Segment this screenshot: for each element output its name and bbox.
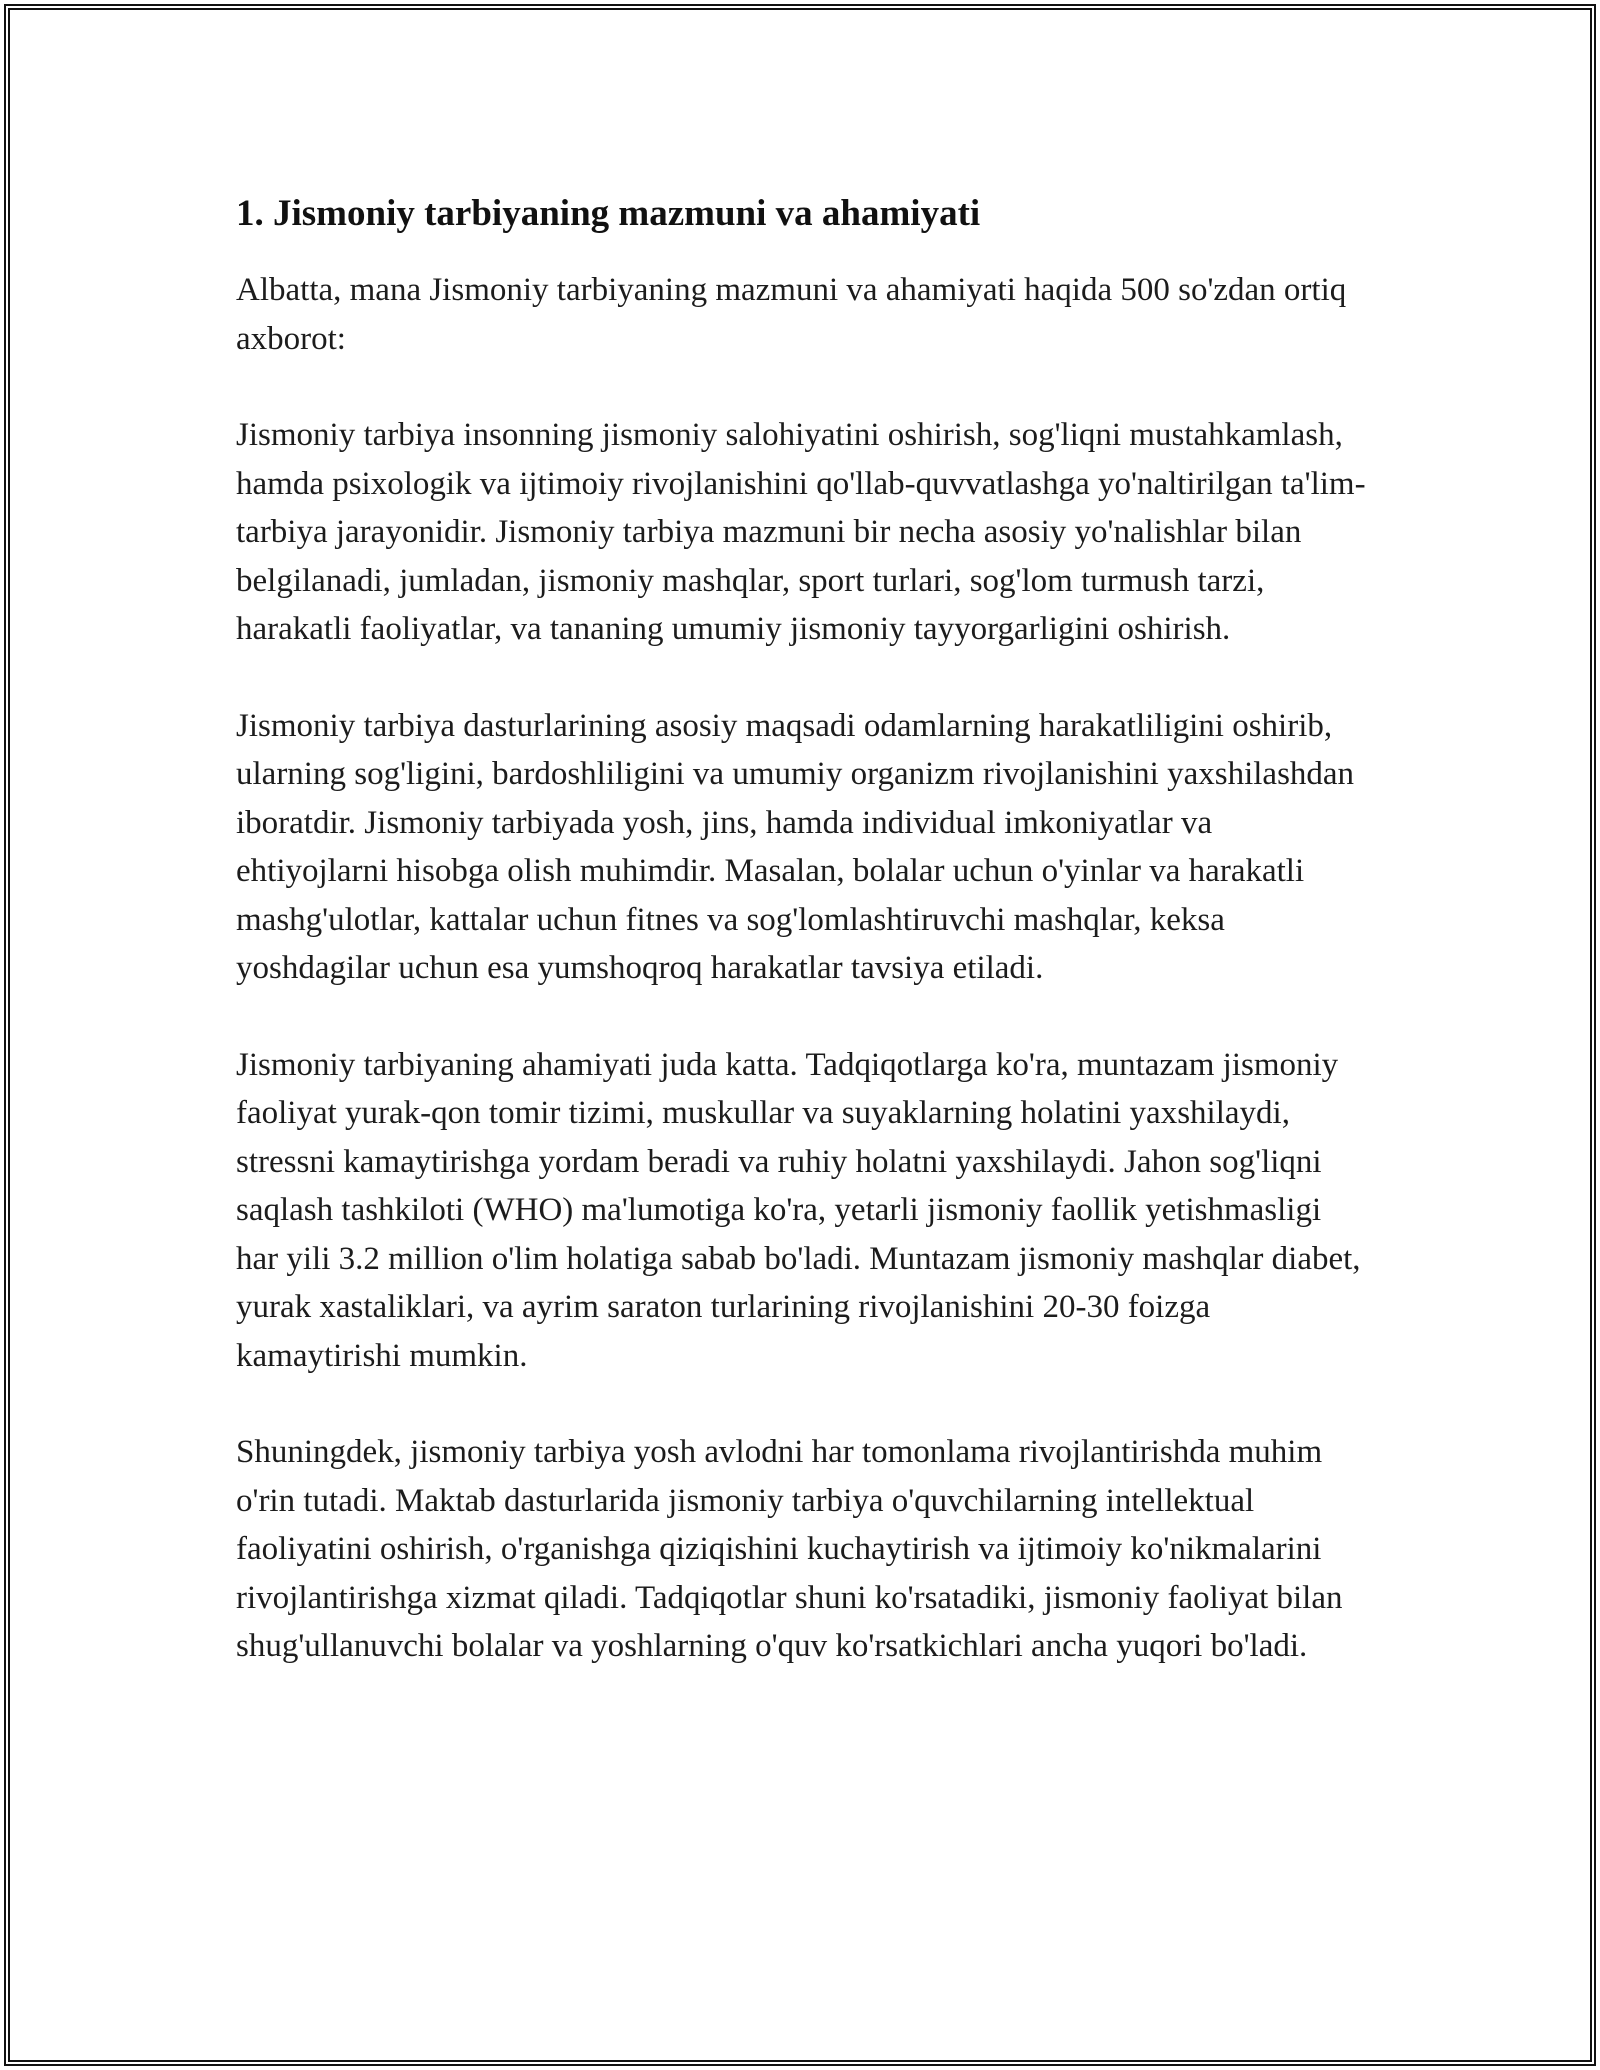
paragraph-youth: Shuningdek, jismoniy tarbiya yosh avlodni har tomonlama rivojlantirishda muhim o'rin tutadi. Maktab dasturlarida jismoniy tarbiya o'quvchilarning intellektual faoliyatini oshirish, o'rganishga qiziqishini kuchaytirish va ijtimoiy ko'nikmalarini rivojlantirishga xizmat qiladi. Tadqiqotlar shuni ko'rsatadiki, jismoniy faoliyat bilan shug'ullanuvchi bolalar va yoshlarning o'quv ko'rsatkichlari ancha yuqori bo'ladi. (236, 1434, 1343, 1664)
section-title: 1. Jismoniy tarbiyaning mazmuni va ahamiyati (236, 193, 981, 234)
paragraph-importance: Jismoniy tarbiyaning ahamiyati juda katta. Tadqiqotlarga ko'ra, muntazam jismoniy faoliyat yurak-qon tomir tizimi, muskullar va suyaklarning holatini yaxshilaydi, stressni kamaytirishga yordam beradi va ruhiy holatni yaxshilaydi. Jahon sog'liqni saqlash tashkiloti (WHO) ma'lumotiga ko'ra, yetarli jismoniy faollik yetishmasligi har yili 3.2 million o'lim holatiga sabab bo'ladi. Muntazam jismoniy mashqlar diabet, yurak xastaliklari, va ayrim saraton turlarining rivojlanishini 20-30 foizga kamaytirishi mumkin. (236, 1046, 1361, 1374)
paragraph-definition: Jismoniy tarbiya insonning jismoniy salohiyatini oshirish, sog'liqni mustahkamlash, hamda psixologik va ijtimoiy rivojlanishini qo'llab-quvvatlashga yo'naltirilgan ta'lim-tarbiya jarayonidir. Jismoniy tarbiya mazmuni bir necha asosiy yo'nalishlar bilan belgilanadi, jumladan, jismoniy mashqlar, sport turlari, sog'lom turmush tarzi, harakatli faoliyatlar, va tananing umumiy jismoniy tayyorgarligini oshirish. (236, 417, 1366, 647)
paragraph-intro: Albatta, mana Jismoniy tarbiyaning mazmuni va ahamiyati haqida 500 so'zdan ortiq axborot: (236, 272, 1347, 357)
paragraph-goals: Jismoniy tarbiya dasturlarining asosiy maqsadi odamlarning harakatliligini oshirib, ularning sog'ligini, bardoshliligini va umumiy organizm rivojlanishini yaxshilashdan iboratdir. Jismoniy tarbiyada yosh, jins, hamda individual imkoniyatlar va ehtiyojlarni hisobga olish muhimdir. Masalan, bolalar uchun o'yinlar va harakatli mashg'ulotlar, kattalar uchun fitnes va sog'lomlashtiruvchi mashqlar, keksa yoshdagilar uchun esa yumshoqroq harakatlar tavsiya etiladi. (236, 707, 1355, 986)
document-body (236, 188, 1368, 1671)
